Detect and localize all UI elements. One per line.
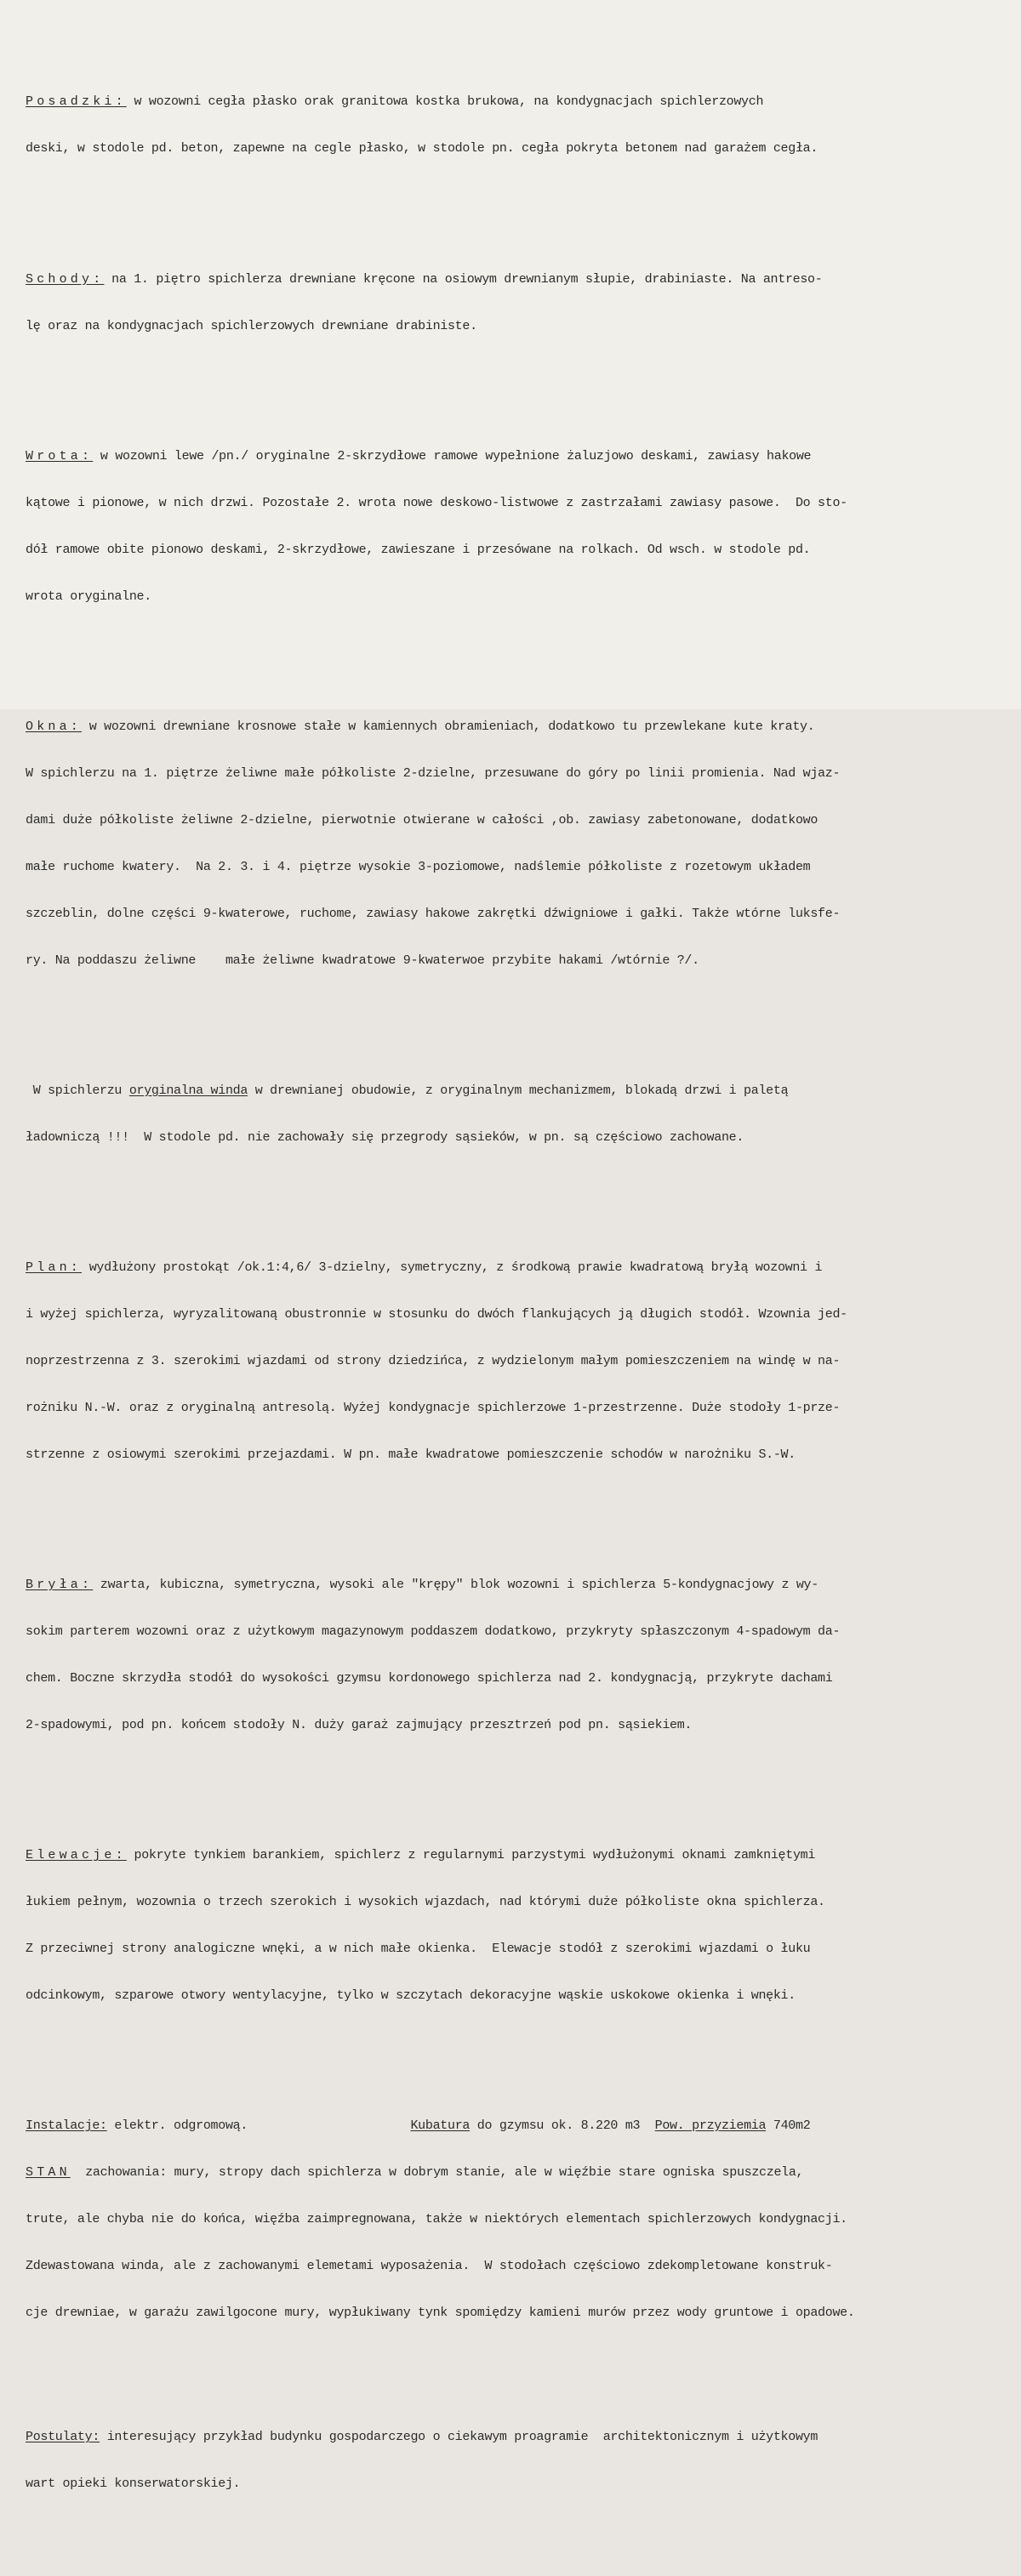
heading-winda: oryginalna winda <box>128 1083 248 1098</box>
section-postulaty: Postulaty: interesujący przykład budynku gospodarczego o ciekawym proagramie architektonicznym i użytkowym wart opieki konserwatorskiej. <box>26 2430 819 2492</box>
section-plan: Plan: wydłużony prostokąt /ok.1:4,6/ 3-dzielny, symetryczny, z środkową prawie kwadratową bryłą wozowni i i wyżej spichlerza, wyryzalitowaną obustronnie w stosunku do dwóch flankujących ją długich stodół. Wzownia jed- noprzestrzenna z 3. szerokimi wjazdami od strony dziedzińca, z wydzielonym małym pomieszczeniem na windę w na- rożniku N.-W. oraz z oryginalną antresolą. Wyżej kondygnacje spichlerzowe 1-przestrzenne. Duże stodoły 1-prze- strzenne z osiowymi szerokimi przejazdami. W pn. małe kwadratowe pomieszczenie schodów w narożniku S.-W. <box>26 1260 847 1462</box>
section-instalacje-stan: Instalacje: elektr. odgromową. Kubatura do gzymsu ok. 8.220 m3 Pow. przyziemia 740m2 STAN zachowania: mury, stropy dach spichlerza w dobrym stanie, ale w więźbie stare ogniska spuszczela, trute, ale chyba nie do końca, więźba zaimpregnowana, także w niektórych elementach spichlerzowych kondygnacji. Zdewastowana winda, ale z zachowanymi elemetami wyposażenia. W stodołach częściowo zdekompletowane konstruk- cje drewniae, w garażu zawilgocone mury, wypłukiwany tynk spomiędzy kamieni murów przez wody gruntowe i opadowe. <box>26 2118 855 2320</box>
heading-postulaty: Postulaty: <box>26 2430 100 2445</box>
typed-text <box>26 17 1017 2576</box>
section-bryla: Bryła: zwarta, kubiczna, symetryczna, wysoki ale "krępy" blok wozowni i spichlerza 5-kondygnacjowy z wy- sokim parterem wozowni oraz z użytkowym magazynowym poddaszem dodatkowo, przykryty spłaszczonym 4-spadowym da- chem. Boczne skrzydła stodół do wysokości gzymsu kordonowego spichlerza nad 2. kondygnacją, przykryte dachami 2-spadowymi, pod pn. końcem stodoły N. duży garaż zajmujący przesztrzeń pod pn. sąsiekiem. <box>26 1578 841 1732</box>
heading-powierzchnia: Pow. przyziemia <box>654 2118 767 2134</box>
heading-schody: Schody: <box>26 271 105 287</box>
heading-instalacje: Instalacje: <box>26 2118 107 2134</box>
section-winda: W spichlerzu oryginalna winda w drewnianej obudowie, z oryginalnym mechanizmem, blokadą drzwi i paletą ładowniczą !!! W stodole pd. nie zachowały się przegrody sąsieków, w pn. są częściowo zachowane. <box>26 1083 789 1145</box>
heading-kubatura: Kubatura <box>410 2118 471 2134</box>
section-posadzki: Posadzki: w wozowni cegła płasko orak granitowa kostka brukowa, na kondygnacjach spichlerzowych deski, w stodole pd. beton, zapewne na cegle płasko, w stodole pn. cegła pokryta betonem nad garażem cegła. <box>26 94 819 156</box>
heading-bryla: Bryła: <box>26 1578 94 1593</box>
section-schody: Schody: na 1. piętro spichlerza drewniane kręcone na osiowym drewnianym słupie, drabiniaste. Na antreso- lę oraz na kondygnacjach spichlerzowych drewniane drabiniste. <box>26 271 823 333</box>
section-okna: Okna: w wozowni drewniane krosnowe stałe w kamiennych obramieniach, dodatkowo tu przewlekane kute kraty. W spichlerzu na 1. piętrze żeliwne małe półkoliste 2-dzielne, przesuwane do góry po linii promienia. Nad wjaz- dami duże półkoliste żeliwne 2-dzielne, pierwotnie otwierane w całości ,ob. zawiasy zabetonowane, dodatkowo małe ruchome kwatery. Na 2. 3. i 4. piętrze wysokie 3-poziomowe, nadślemie półkoliste z rozetowym układem szczeblin, dolne części 9-kwaterowe, ruchome, zawiasy hakowe zakrętki dźwigniowe i gałki. Także wtórne luksfe- ry. Na poddaszu żeliwne małe żeliwne kwadratowe 9-kwaterwoe przybite hakami /wtórnie ?/. <box>26 719 841 968</box>
heading-stan: STAN <box>26 2165 71 2181</box>
heading-wrota: Wrota: <box>26 449 94 464</box>
heading-posadzki: Posadzki: <box>26 94 127 110</box>
section-wrota: Wrota: w wozowni lewe /pn./ oryginalne 2-skrzydłowe ramowe wypełnione żaluzjowo deskami, zawiasy hakowe kątowe i pionowe, w nich drzwi. Pozostałe 2. wrota nowe deskowo-listwowe z zastrzałami zawiasy pasowe. Do sto- dół ramowe obite pionowo deskami, 2-skrzydłowe, zawieszane i przesówane na rolkach. Od wsch. w stodole pd. wrota oryginalne. <box>26 449 847 604</box>
section-elewacje: Elewacje: pokryte tynkiem barankiem, spichlerz z regularnymi parzystymi wydłużonymi oknami zamkniętymi łukiem pełnym, wozownia o trzech szerokich i wysokich wjazdach, nad którymi duże półkoliste okna spichlerza. Z przeciwnej strony analogiczne wnęki, a w nich małe okienka. Elewacje stodół z szerokimi wjazdami o łuku odcinkowym, szparowe otwory wentylacyjne, tylko w szczytach dekoracyjne wąskie uskokowe okienka i wnęki. <box>26 1848 825 2003</box>
heading-okna: Okna: <box>26 719 83 735</box>
heading-plan: Plan: <box>26 1260 83 1276</box>
heading-elewacje: Elewacje: <box>26 1848 127 1863</box>
